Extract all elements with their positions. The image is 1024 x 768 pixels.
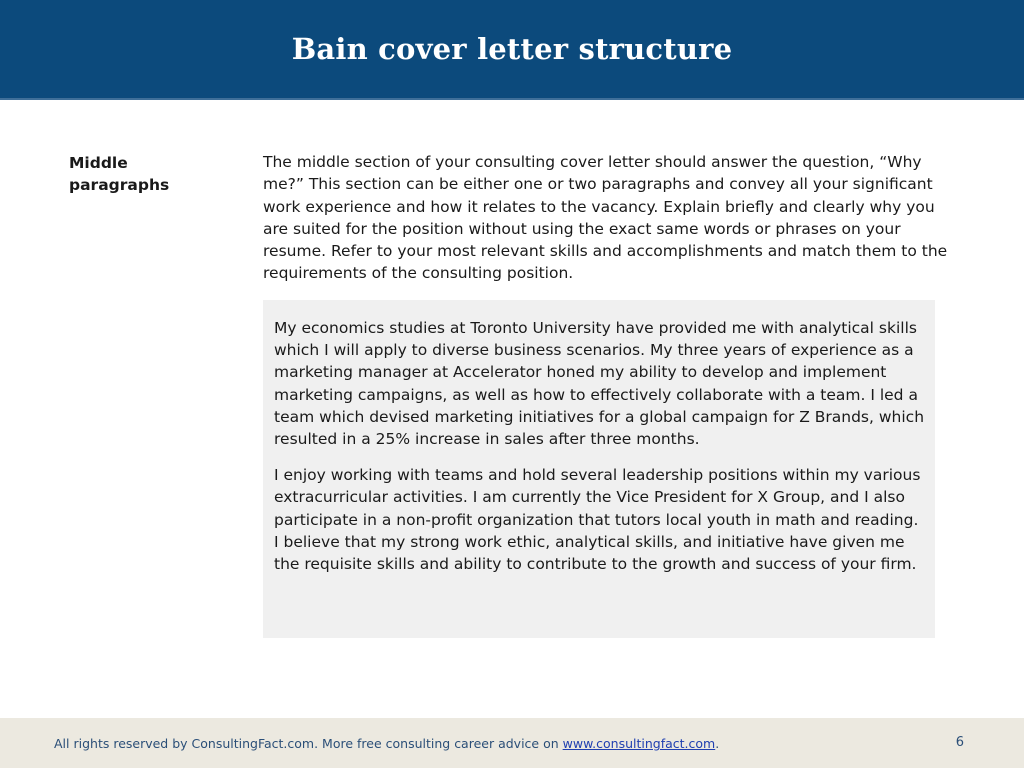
section-intro-text: The middle section of your consulting cover letter should answer the question, “Why me?” This section can be either one or two paragraphs and convey all your significant work experience and how it relates to the vacancy. Explain briefly and clearly why you are suited for the position without using the exact same words or phrases on your resume. Refer to your most relevant skills and accomplishments and match them to the requirements of the consulting position. — [263, 153, 948, 283]
footer-bar — [0, 718, 1024, 768]
example-paragraph-1: My economics studies at Toronto University have provided me with analytical skills which I will apply to diverse business scenarios. My three years of experience as a marketing manager at Accelerator honed my ability to develop and implement marketing campaigns, as well as how to effectively collaborate with a team. I led a team which devised marketing initiatives for a global campaign for Z Brands, which resulted in a 25% increase in sales after three months. — [274, 319, 925, 449]
example-paragraph-2: I enjoy working with teams and hold several leadership positions within my various extracurricular activities. I am currently the Vice President for X Group, and I also participate in a non-profit organization that tutors local youth in math and reading. I believe that my strong work ethic, analytical skills, and initiative have given me the requisite skills and ability to contribute to the growth and success of your firm. — [274, 466, 921, 574]
slide-title: Bain cover letter structure — [291, 32, 733, 66]
footer-copyright — [54, 736, 719, 751]
footer-website-link[interactable]: www.consultingfact.com — [562, 736, 716, 751]
header-bar — [0, 0, 1024, 100]
page-number: 6 — [955, 735, 964, 750]
footer-text-before: All rights reserved by ConsultingFact.com. More free consulting career advice on — [54, 736, 563, 751]
footer-text-after: . — [715, 736, 720, 751]
section-label: Middle paragraphs — [69, 154, 170, 194]
example-letter-box — [263, 300, 935, 638]
